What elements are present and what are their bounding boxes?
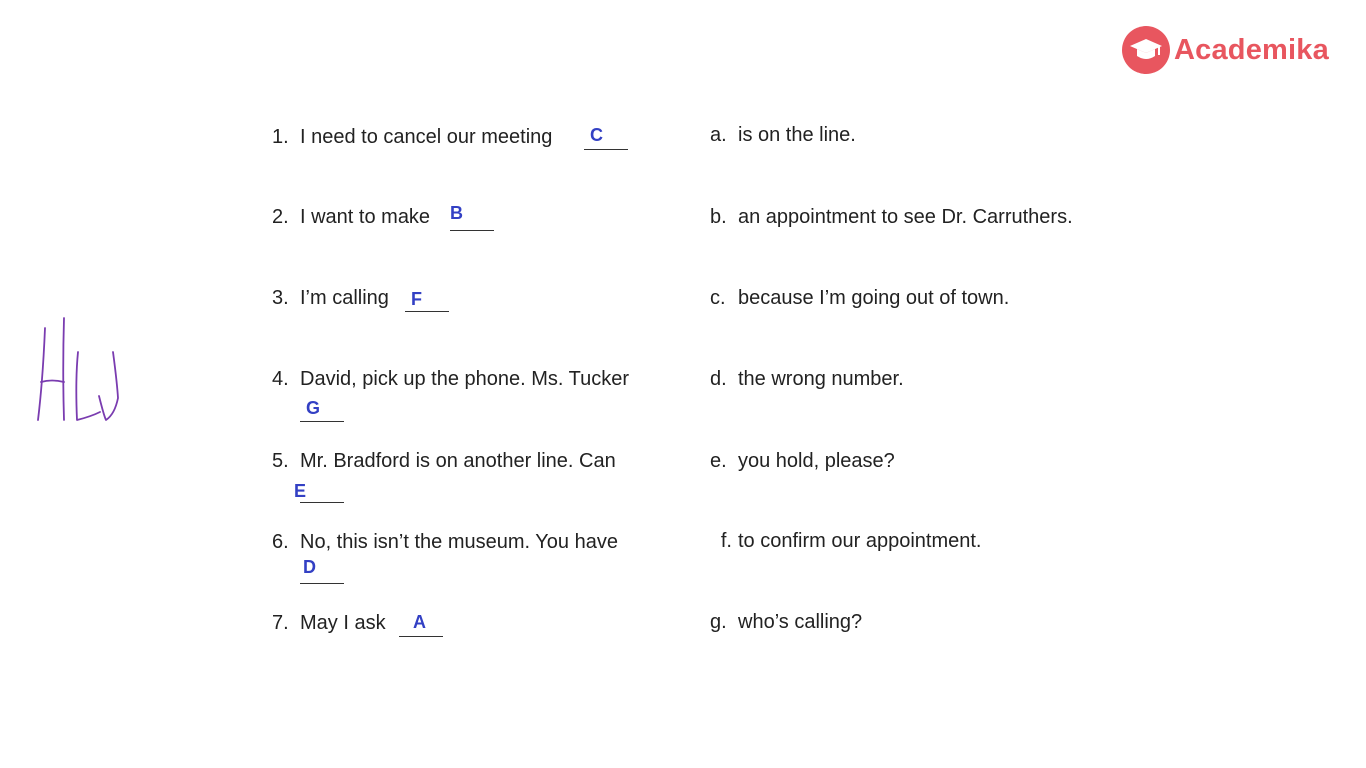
answer-blank-5[interactable] xyxy=(300,485,344,503)
answer-7: A xyxy=(413,612,426,632)
option-d: d. the wrong number. xyxy=(710,368,904,390)
item-text: I want to make xyxy=(300,206,431,228)
item-text: I’m calling xyxy=(300,287,389,309)
item-text: I need to cancel our meeting xyxy=(300,126,553,148)
option-c: c. because I’m going out of town. xyxy=(710,287,1010,309)
answer-3: F xyxy=(411,289,422,309)
item-text: David, pick up the phone. Ms. Tucker xyxy=(300,368,630,390)
answer-2: B xyxy=(450,203,463,223)
answer-5: E xyxy=(294,481,307,501)
item-text: No, this isn’t the museum. You have xyxy=(300,531,618,553)
answer-6: D xyxy=(303,557,316,577)
item-text: Mr. Bradford is on another line. Can xyxy=(300,450,616,472)
brand-logo xyxy=(1122,26,1329,74)
graduation-cap-icon xyxy=(1122,26,1170,74)
option-f: f. to confirm our appointment. xyxy=(720,530,982,552)
exercise-item-1: 1. I need to cancel our meeting xyxy=(272,126,553,148)
item-text: May I ask xyxy=(300,612,386,634)
option-g: g. who’s calling? xyxy=(710,611,863,633)
option-e: e. you hold, please? xyxy=(710,450,895,472)
exercise-item-3: 3. I’m calling xyxy=(272,287,389,309)
answer-1: C xyxy=(590,125,603,145)
option-b: b. an appointment to see Dr. Carruthers. xyxy=(710,206,1073,228)
exercise-item-4: 4. David, pick up the phone. Ms. Tucker xyxy=(272,368,630,390)
exercise-item-6: 6. No, this isn’t the museum. You have xyxy=(272,531,618,553)
brand-name: Academika xyxy=(1174,33,1329,66)
exercise-item-2: 2. I want to make xyxy=(272,206,431,228)
exercise-item-5: 5. Mr. Bradford is on another line. Can xyxy=(272,450,616,472)
exercise-item-7: 7. May I ask xyxy=(272,612,386,634)
option-a: a. is on the line. xyxy=(710,124,856,146)
handwritten-scribble xyxy=(30,312,130,430)
answer-4: G xyxy=(306,398,321,418)
